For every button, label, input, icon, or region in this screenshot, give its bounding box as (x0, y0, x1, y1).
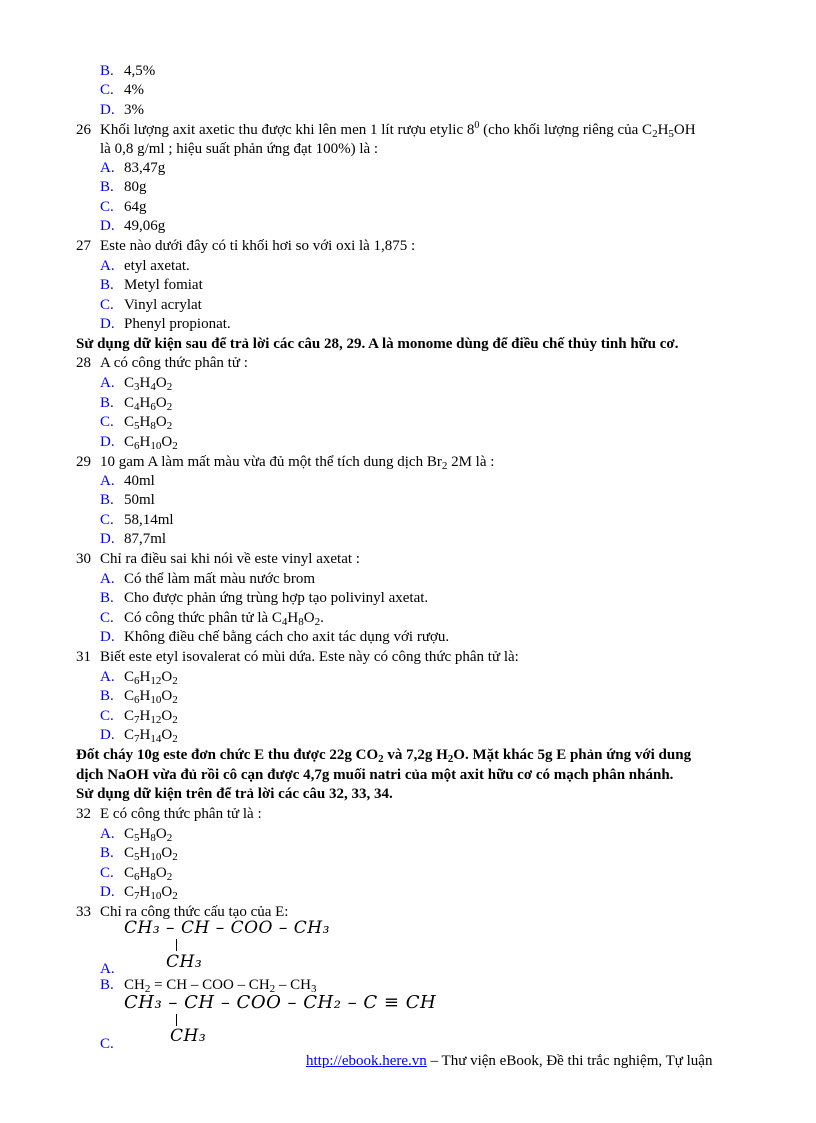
option-letter: B. (100, 63, 114, 79)
option-text: 4% (124, 82, 144, 98)
formula-branch: CH₃ (166, 952, 203, 972)
footer-link[interactable]: http://ebook.here.vn (306, 1053, 427, 1069)
option-letter: D. (100, 102, 115, 118)
option-text: 3% (124, 102, 144, 118)
option-letter: C. (100, 82, 114, 98)
formula-main-chain: CH₃ – CH – COO – CH₂ – C ≡ CH (124, 992, 437, 1013)
branch-bond-line (176, 1014, 177, 1026)
option-letter: C. (100, 1036, 114, 1052)
option-text: 4,5% (124, 63, 156, 79)
footer-text: – Thư viện eBook, Đề thi trắc nghiệm, Tự luận (426, 1053, 713, 1069)
question-text-line1: Khối lượng axit axetic thu được khi lên men 1 lít rượu etylic $8^0$ (cho khối lượng riêng của $C_2H_5OH$ (100, 120, 696, 140)
formula-main-chain: CH₃ – CH – COO – CH₃ (124, 918, 330, 938)
formula-branch: CH₃ (170, 1026, 207, 1046)
question-number: 26 (76, 122, 91, 138)
page-footer (306, 1053, 712, 1070)
option-letter: A. (100, 961, 115, 977)
branch-bond-line (176, 939, 177, 951)
